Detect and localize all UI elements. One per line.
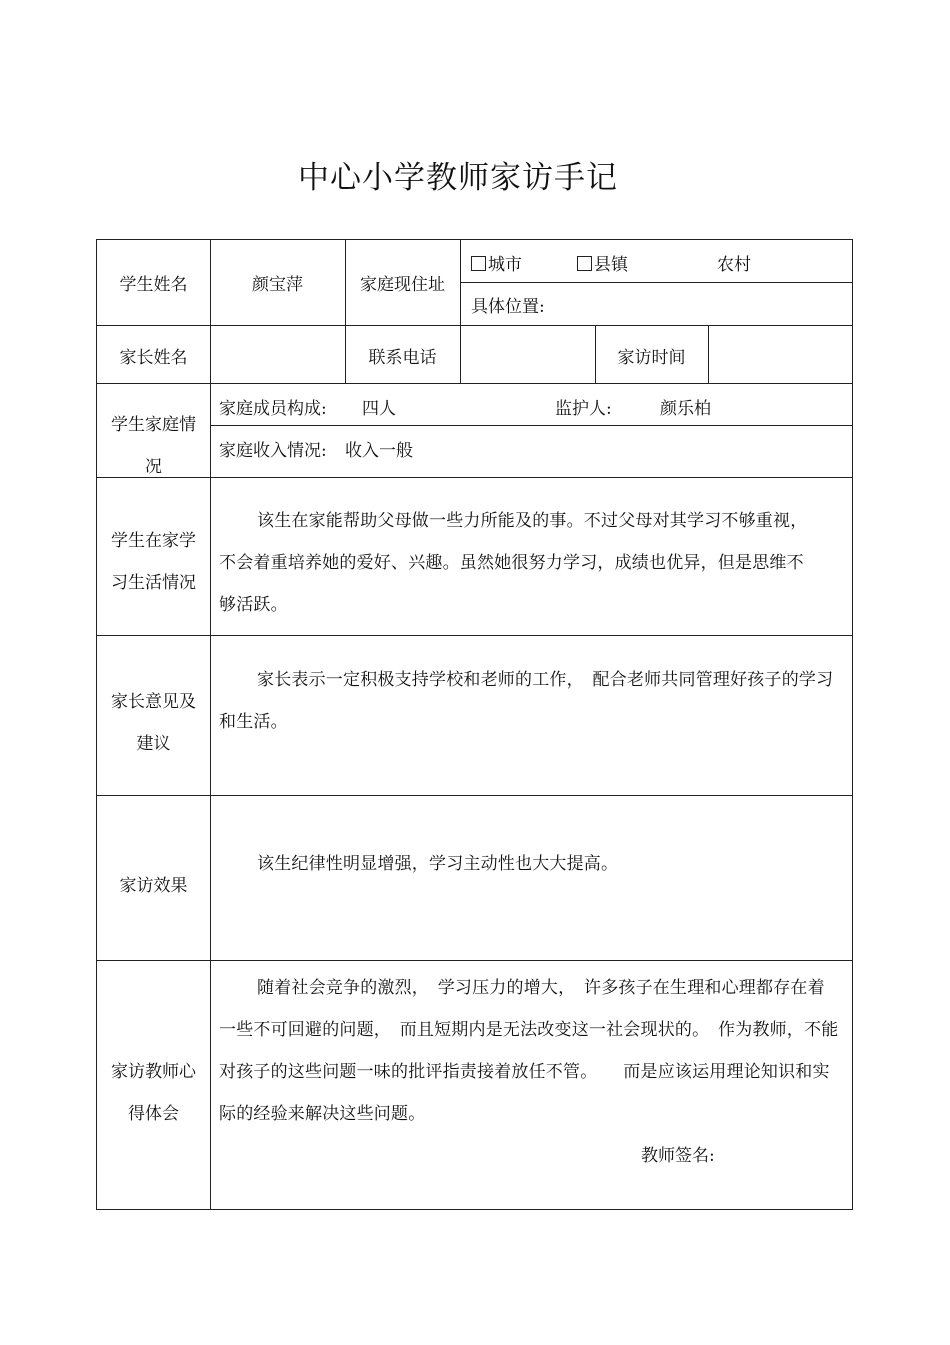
- parent-opinion-label: [97, 681, 210, 765]
- label-line: 家长意见及: [111, 692, 196, 712]
- student-name-value: 颜宝萍: [252, 275, 303, 295]
- phone-label: 联系电话: [368, 348, 437, 368]
- option-city-label: 城市: [488, 255, 522, 275]
- visit-effect-text: 该生纪律性明显增强，学习主动性也大大提高。: [257, 854, 619, 874]
- page-title: 中心小学教师家访手记: [298, 160, 618, 196]
- guardian-label: 监护人:: [555, 399, 612, 419]
- label-line: 得体会: [128, 1104, 179, 1124]
- label-line: 况: [145, 457, 162, 477]
- label-column-divider: [210, 240, 211, 1209]
- teacher-reflection-text: 随着社会竞争的激烈， 学习压力的增大， 许多孩子在生理和心理都存在着一些不可回避的问题， 而且短期内是无法改变这一社会现状的。 作为教师，不能对孩子的这些问题一味的批评指责接着放任不管。 而是应该运用理论知识和实际的经验来解决这些问题。: [219, 978, 839, 1124]
- label-line: 习生活情况: [111, 573, 196, 593]
- address-label: 家庭现住址: [360, 275, 445, 295]
- column-divider: [460, 240, 461, 383]
- student-name-label: 学生姓名: [119, 275, 188, 295]
- row-divider: [210, 425, 852, 426]
- parent-opinion-text: 家长表示一定积极支持学校和老师的工作， 配合老师共同管理好孩子的学习和生活。: [219, 670, 834, 732]
- parent-name-label: 家长姓名: [119, 348, 188, 368]
- label-line: 学生在家学: [111, 531, 196, 551]
- option-village-label: 农村: [717, 255, 751, 275]
- family-situation-label: [97, 404, 210, 488]
- checkbox-icon[interactable]: [577, 256, 592, 271]
- location-label: 具体位置:: [471, 297, 545, 317]
- column-divider: [708, 325, 709, 383]
- option-village[interactable]: [717, 255, 751, 275]
- label-line: 学生家庭情: [111, 415, 196, 435]
- study-life-label: [97, 520, 210, 604]
- option-town[interactable]: [577, 255, 628, 275]
- income-value: 收入一般: [345, 441, 413, 461]
- visit-time-label: 家访时间: [617, 348, 686, 368]
- label-line: 建议: [136, 734, 171, 754]
- option-city[interactable]: [471, 255, 522, 275]
- option-town-label: 县镇: [594, 255, 628, 275]
- guardian-value: 颜乐柏: [660, 399, 711, 419]
- study-life-text: 该生在家能帮助父母做一些力所能及的事。不过父母对其学习不够重视，不会着重培养她的爱好、兴趣。虽然她很努力学习，成绩也优异，但是思维不够活跃。: [219, 511, 808, 615]
- checkbox-icon[interactable]: [471, 256, 486, 271]
- home-visit-form: [96, 239, 853, 1210]
- family-members-label: 家庭成员构成:: [219, 399, 327, 419]
- teacher-signature-label: 教师签名:: [641, 1146, 715, 1166]
- visit-effect-label: 家访效果: [119, 876, 188, 896]
- family-members-value: 四人: [362, 399, 396, 419]
- row-divider: [460, 282, 852, 283]
- teacher-reflection-label: [97, 1051, 210, 1135]
- income-label: 家庭收入情况:: [219, 441, 327, 461]
- label-line: 家访教师心: [111, 1062, 196, 1082]
